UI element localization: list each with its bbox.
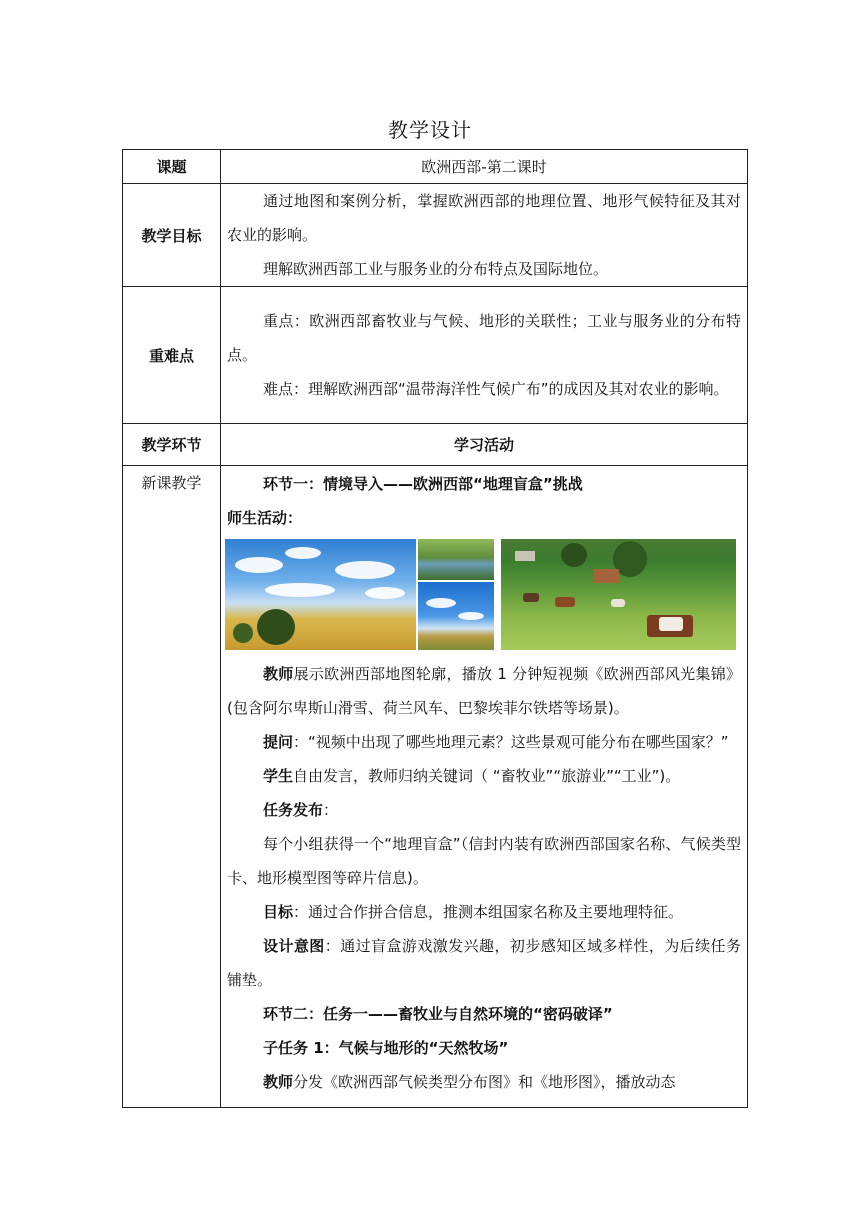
field-sky-photo: [225, 539, 416, 650]
group-paragraph: 每个小组获得一个“地理盲盒”（信封内装有欧洲西部国家名称、气候类型卡、地形模型图等碎片信息)。: [227, 835, 741, 887]
scenery-photos: [221, 539, 747, 653]
stage-header: 教学环节: [123, 424, 221, 466]
student-text: 自由发言，教师归纳关键词（ “畜牧业”“旅游业”“工业”)。: [293, 767, 681, 785]
lesson-plan-table: [122, 149, 748, 1108]
topic-label: 课题: [123, 150, 221, 184]
target-bold: 目标: [263, 903, 294, 921]
table-row-header: [123, 424, 748, 466]
last-text: 分发《欧洲西部气候类型分布图》和《地形图》，播放动态: [293, 1073, 676, 1091]
question-text: ：“视频中出现了哪些地理元素？这些景观可能分布在哪些国家？”: [293, 733, 729, 751]
teacher-paragraph: [227, 657, 741, 725]
target-text: ：通过合作拼合信息，推测本组国家名称及主要地理特征。: [293, 903, 684, 921]
activity-header: 学习活动: [221, 424, 748, 466]
intent-paragraph: [227, 929, 741, 997]
goal-content: [221, 184, 748, 287]
goal-paragraph-2: 理解欧洲西部工业与服务业的分布特点及国际地位。: [263, 260, 609, 278]
last-paragraph: [227, 1065, 741, 1099]
key-points-label: 重难点: [123, 287, 221, 424]
last-bold: 教师: [263, 1073, 294, 1091]
table-row-goal: [123, 184, 748, 287]
goal-label: 教学目标: [123, 184, 221, 287]
intent-text: ：通过盲盒游戏激发兴趣，初步感知区域多样性，为后续任务铺垫。: [227, 937, 741, 989]
student-bold: 学生: [263, 767, 294, 785]
goal-paragraph-1: 通过地图和案例分析，掌握欧洲西部的地理位置、地形气候特征及其对农业的影响。: [227, 192, 741, 244]
topic-value: 欧洲西部-第二课时: [221, 150, 748, 184]
table-row-new-lesson: [123, 466, 748, 1108]
key-points-content: [221, 287, 748, 424]
table-row-topic: [123, 150, 748, 184]
student-paragraph: [227, 759, 741, 793]
task-paragraph: [227, 793, 741, 827]
new-lesson-label: 新课教学: [123, 466, 221, 1108]
task-text: ：: [323, 801, 339, 819]
target-paragraph: [227, 895, 741, 929]
question-paragraph: [227, 725, 741, 759]
teacher-bold: 教师: [263, 665, 294, 683]
blue-sky-photo: [418, 582, 494, 650]
intent-bold: 设计意图: [263, 937, 325, 955]
new-lesson-content: [221, 466, 748, 1108]
river-photo: [418, 539, 494, 580]
section-2-heading: 环节二：任务一——畜牧业与自然环境的“密码破译”: [263, 1005, 613, 1023]
difficult-point-paragraph: 难点：理解欧洲西部“温带海洋性气候广布”的成因及其对农业的影响。: [263, 380, 729, 398]
activity-label: 师生活动：: [227, 509, 303, 527]
question-bold: 提问: [263, 733, 294, 751]
teacher-text: 展示欧洲西部地图轮廓，播放 1 分钟短视频《欧洲西部风光集锦》(包含阿尔卑斯山滑雪、荷兰风车、巴黎埃菲尔铁塔等场景)。: [227, 665, 741, 717]
section-1-heading: 环节一：情境导入——欧洲西部“地理盲盒”挑战: [263, 475, 583, 493]
key-point-paragraph: 重点：欧洲西部畜牧业与气候、地形的关联性；工业与服务业的分布特点。: [227, 312, 741, 364]
document-title: 教学设计: [388, 118, 472, 142]
task-bold: 任务发布: [263, 801, 324, 819]
subtask-1-heading: 子任务 1：气候与地形的“天然牧场”: [263, 1039, 509, 1057]
table-row-key-points: [123, 287, 748, 424]
pasture-cows-photo: [501, 539, 736, 650]
